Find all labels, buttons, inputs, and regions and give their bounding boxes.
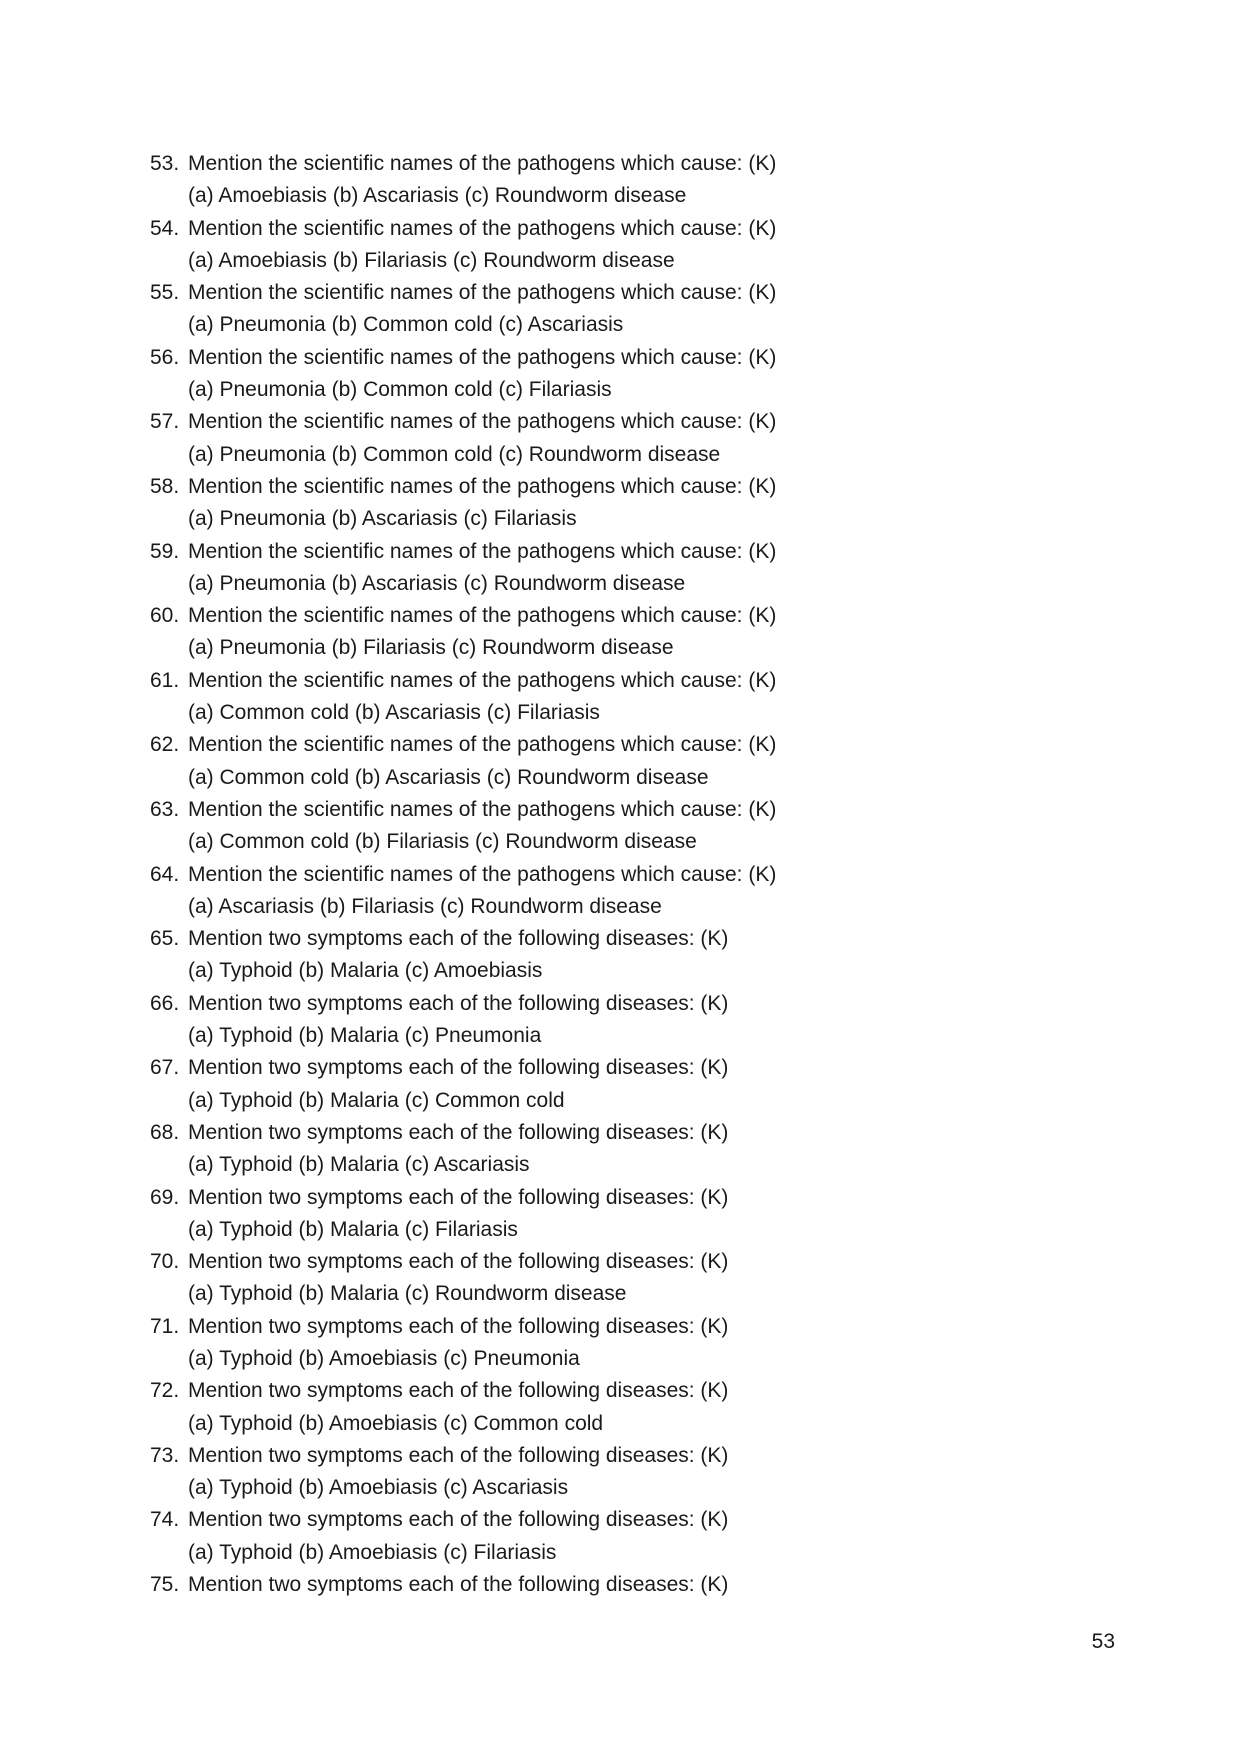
question-options: (a) Pneumonia (b) Ascariasis (c) Roundworm disease (188, 571, 686, 595)
question-options: (a) Common cold (b) Ascariasis (c) Filariasis (188, 701, 600, 725)
question-number: 54. (150, 216, 180, 240)
question-number: 65. (150, 927, 180, 951)
question-options: (a) Amoebiasis (b) Ascariasis (c) Roundworm disease (188, 184, 687, 208)
question-text: Mention the scientific names of the pathogens which cause: (K) (188, 474, 777, 498)
question-item (150, 1569, 1050, 1601)
question-item (150, 1117, 1050, 1182)
question-number: 73. (150, 1443, 180, 1467)
question-number: 72. (150, 1379, 180, 1403)
question-number: 67. (150, 1056, 180, 1080)
page-number: 53 (1091, 1630, 1115, 1653)
question-text: Mention the scientific names of the pathogens which cause: (K) (188, 797, 777, 821)
question-options: (a) Typhoid (b) Malaria (c) Amoebiasis (188, 959, 543, 983)
question-options: (a) Typhoid (b) Malaria (c) Common cold (188, 1088, 565, 1112)
question-item (150, 1052, 1050, 1117)
question-number: 60. (150, 604, 180, 628)
question-list (150, 148, 1050, 1601)
question-item (150, 729, 1050, 794)
question-options: (a) Pneumonia (b) Common cold (c) Roundworm disease (188, 442, 721, 466)
question-item (150, 1311, 1050, 1376)
question-item (150, 859, 1050, 924)
question-item (150, 794, 1050, 859)
question-item (150, 277, 1050, 342)
question-text: Mention the scientific names of the pathogens which cause: (K) (188, 152, 777, 175)
question-number: 61. (150, 668, 180, 692)
question-item (150, 600, 1050, 665)
question-options: (a) Typhoid (b) Amoebiasis (c) Common cold (188, 1411, 604, 1435)
question-text: Mention two symptoms each of the following diseases: (K) (188, 1185, 729, 1209)
question-item (150, 1375, 1050, 1440)
question-text: Mention two symptoms each of the following diseases: (K) (188, 927, 729, 951)
question-item (150, 148, 1050, 213)
question-number: 66. (150, 991, 180, 1015)
question-number: 70. (150, 1250, 180, 1274)
question-number: 56. (150, 345, 180, 369)
question-options: (a) Typhoid (b) Malaria (c) Filariasis (188, 1217, 518, 1241)
question-options: (a) Amoebiasis (b) Filariasis (c) Roundworm disease (188, 248, 675, 272)
question-item (150, 1182, 1050, 1247)
question-options: (a) Typhoid (b) Amoebiasis (c) Ascariasis (188, 1476, 569, 1500)
question-text: Mention two symptoms each of the following diseases: (K) (188, 1120, 729, 1144)
question-text: Mention two symptoms each of the following diseases: (K) (188, 1443, 729, 1467)
question-item (150, 1440, 1050, 1505)
question-text: Mention two symptoms each of the following diseases: (K) (188, 1379, 729, 1403)
question-number: 58. (150, 474, 180, 498)
question-text: Mention two symptoms each of the following diseases: (K) (188, 1250, 729, 1274)
question-options: (a) Typhoid (b) Malaria (c) Roundworm disease (188, 1282, 627, 1306)
question-text: Mention the scientific names of the pathogens which cause: (K) (188, 604, 777, 628)
question-text: Mention the scientific names of the pathogens which cause: (K) (188, 862, 777, 886)
question-item (150, 471, 1050, 536)
question-text: Mention the scientific names of the pathogens which cause: (K) (188, 281, 777, 305)
question-item (150, 342, 1050, 407)
question-options: (a) Pneumonia (b) Common cold (c) Filariasis (188, 378, 612, 402)
question-options: (a) Typhoid (b) Malaria (c) Pneumonia (188, 1024, 542, 1048)
question-text: Mention the scientific names of the pathogens which cause: (K) (188, 345, 777, 369)
question-text: Mention the scientific names of the pathogens which cause: (K) (188, 216, 777, 240)
question-options: (a) Pneumonia (b) Filariasis (c) Roundworm disease (188, 636, 674, 660)
question-number: 71. (150, 1314, 180, 1338)
question-item (150, 923, 1050, 988)
question-text: Mention the scientific names of the pathogens which cause: (K) (188, 733, 777, 757)
question-item (150, 213, 1050, 278)
question-number: 62. (150, 733, 180, 757)
question-number: 59. (150, 539, 180, 563)
question-item (150, 406, 1050, 471)
question-text: Mention two symptoms each of the following diseases: (K) (188, 1573, 729, 1597)
question-text: Mention the scientific names of the pathogens which cause: (K) (188, 668, 777, 692)
question-number: 68. (150, 1120, 180, 1144)
question-text: Mention two symptoms each of the following diseases: (K) (188, 1314, 729, 1338)
question-options: (a) Common cold (b) Filariasis (c) Roundworm disease (188, 830, 697, 854)
question-number: 53. (150, 152, 180, 175)
question-item (150, 536, 1050, 601)
question-options: (a) Common cold (b) Ascariasis (c) Roundworm disease (188, 765, 709, 789)
question-text: Mention the scientific names of the pathogens which cause: (K) (188, 539, 777, 563)
question-text: Mention the scientific names of the pathogens which cause: (K) (188, 410, 777, 434)
question-options: (a) Typhoid (b) Amoebiasis (c) Filariasis (188, 1540, 557, 1564)
question-item (150, 1246, 1050, 1311)
question-number: 57. (150, 410, 180, 434)
question-text: Mention two symptoms each of the following diseases: (K) (188, 1508, 729, 1532)
question-number: 75. (150, 1573, 180, 1597)
question-options: (a) Typhoid (b) Amoebiasis (c) Pneumonia (188, 1346, 580, 1370)
question-options: (a) Typhoid (b) Malaria (c) Ascariasis (188, 1153, 530, 1177)
question-number: 63. (150, 797, 180, 821)
question-options: (a) Pneumonia (b) Ascariasis (c) Filariasis (188, 507, 577, 531)
question-number: 74. (150, 1508, 180, 1532)
question-item (150, 1504, 1050, 1569)
question-text: Mention two symptoms each of the following diseases: (K) (188, 1056, 729, 1080)
question-item (150, 665, 1050, 730)
question-number: 64. (150, 862, 180, 886)
question-text: Mention two symptoms each of the following diseases: (K) (188, 991, 729, 1015)
question-number: 69. (150, 1185, 180, 1209)
question-options: (a) Ascariasis (b) Filariasis (c) Roundworm disease (188, 894, 662, 918)
question-number: 55. (150, 281, 180, 305)
question-options: (a) Pneumonia (b) Common cold (c) Ascariasis (188, 313, 624, 337)
question-item (150, 988, 1050, 1053)
